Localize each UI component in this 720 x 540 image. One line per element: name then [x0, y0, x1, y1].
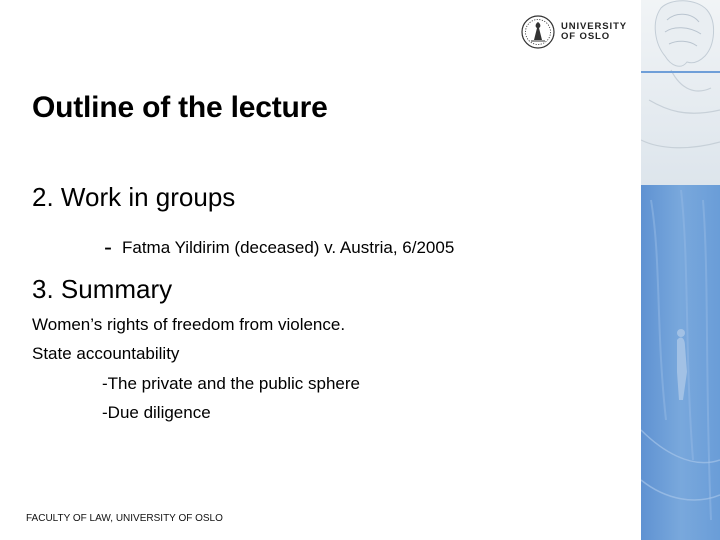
footer-text: FACULTY OF LAW, UNIVERSITY OF OSLO	[26, 513, 223, 524]
summary-sub-item: -Due diligence	[102, 403, 211, 422]
logo-line-2: OF OSLO	[561, 31, 611, 42]
section-3-heading: 3. Summary	[32, 274, 173, 304]
decorative-side-image	[641, 0, 720, 540]
case-name: Fatma Yildirim (deceased) v. Austria, 6/2005	[122, 238, 455, 257]
summary-line: State accountability	[32, 344, 180, 363]
slide-title: Outline of the lecture	[32, 91, 328, 124]
university-seal-icon	[521, 15, 555, 49]
section-2-item	[104, 232, 454, 260]
logo-line-1: UNIVERSITY	[561, 21, 628, 32]
summary-sub-item: -The private and the public sphere	[102, 374, 360, 393]
section-2-heading: 2. Work in groups	[32, 182, 236, 212]
summary-line: Women’s rights of freedom from violence.	[32, 315, 346, 334]
bullet-dash: -	[104, 234, 112, 261]
